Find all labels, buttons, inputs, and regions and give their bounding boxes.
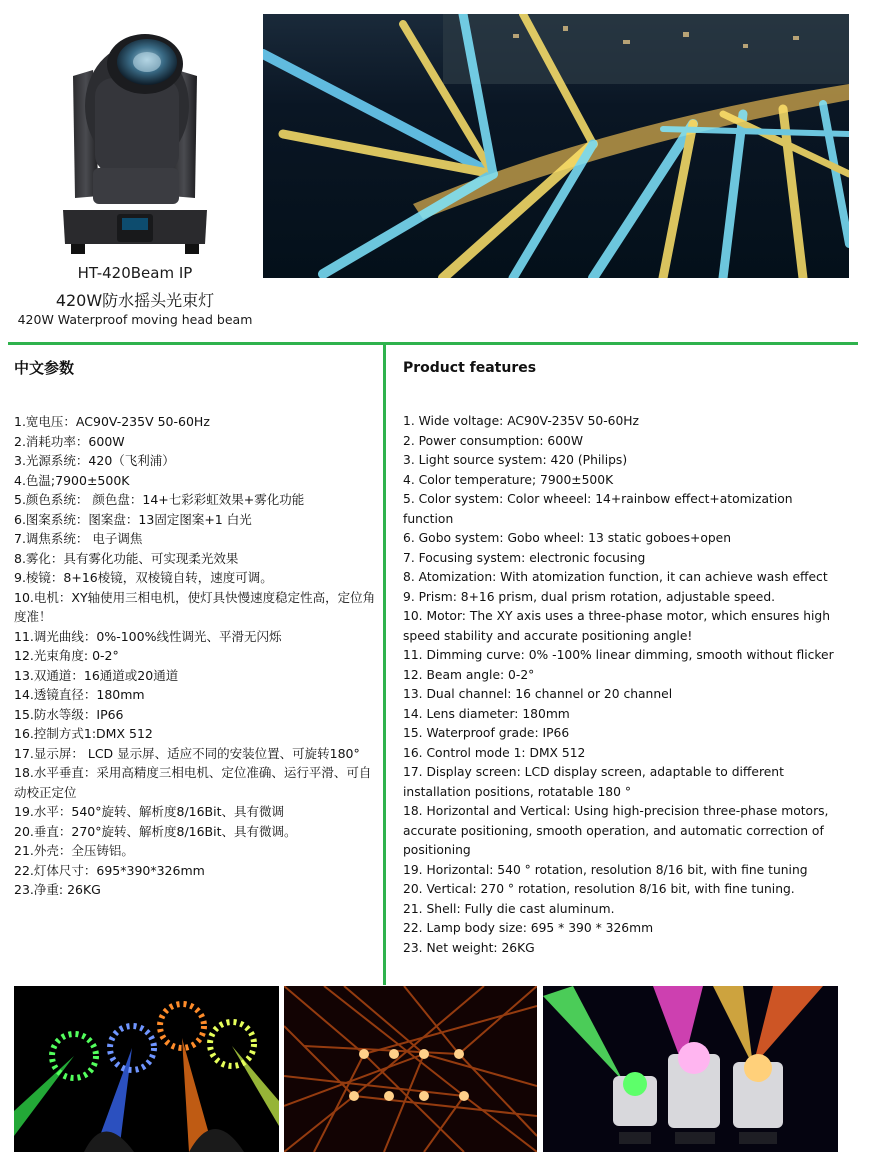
spec-cn-item: 15.防水等级：IP66 (14, 706, 124, 722)
spec-en-item: 18. Horizontal and Vertical: Using high-precision three-phase motors, accurate positioning, smooth operation, and automatic correction of positioning (403, 804, 829, 857)
spec-cn-item: 14.透镜直径：180mm (14, 687, 145, 702)
spec-en-item: 13. Dual channel: 16 channel or 20 channel (403, 687, 673, 701)
spec-cn-item: 9.棱镜：8+16棱镜，双棱镜自转，速度可调。 (14, 570, 273, 585)
spec-cn-item: 19.水平：540°旋转、解析度8/16Bit、具有微调 (14, 804, 285, 819)
spec-en-item: 9. Prism: 8+16 prism, dual prism rotation, adjustable speed. (403, 589, 776, 604)
spec-en-item: 19. Horizontal: 540 ° rotation, resolution 8/16 bit, with fine tuning (403, 862, 808, 877)
spec-cn-item: 20.垂直：270°旋转、解析度8/16Bit、具有微调。 (14, 823, 297, 839)
spec-cn-item: 8.雾化：具有雾化功能、可实现柔光效果 (14, 550, 239, 566)
spec-en-item: 15. Waterproof grade: IP66 (403, 726, 570, 740)
spec-cn-item: 21.外壳：全压铸铝。 (14, 843, 134, 858)
spec-cn-item: 11.调光曲线：0%-100%线性调光、平滑无闪烁 (14, 628, 282, 644)
spec-en-item: 5. Color system: Color wheeel: 14+rainbow effect+atomization function (403, 492, 793, 526)
spec-cn-item: 10.电机：XY轴使用三相电机，使灯具快慢速度稳定性高，定位角度准！ (14, 589, 376, 624)
top-divider (8, 342, 858, 345)
product-photo-moving-head (55, 18, 215, 256)
spec-cn-item: 2.消耗功率：600W (14, 433, 125, 449)
photo-led-ring-beams (14, 986, 279, 1152)
spec-cn-item: 4.色温;7900±500K (14, 472, 130, 488)
product-model: HT-420Beam IP (77, 264, 193, 282)
column-divider (383, 345, 386, 985)
spec-en-item: 22. Lamp body size: 695 * 390 * 326mm (403, 921, 654, 935)
spec-cn-item: 17.显示屏： LCD 显示屏、适应不同的安装位置、可旋转180° (14, 745, 360, 761)
spec-en-item: 7. Focusing system: electronic focusing (403, 550, 646, 565)
spec-en-item: 2. Power consumption: 600W (403, 433, 584, 448)
specs-en-column (403, 357, 843, 974)
spec-cn-item: 12.光束角度: 0-2° (14, 648, 119, 663)
spec-cn-item: 22.灯体尺寸：695*390*326mm (14, 862, 205, 878)
spec-cn-item: 13.双通道：16通道或20通道 (14, 667, 179, 683)
spec-cn-item: 1.宽电压：AC90V-235V 50-60Hz (14, 414, 210, 429)
bottom-strip (0, 1152, 870, 1160)
spec-en-item: 8. Atomization: With atomization function, it can achieve wash effect (403, 570, 828, 584)
spec-en-item: 1. Wide voltage: AC90V-235V 50-60Hz (403, 414, 640, 428)
spec-en-item: 20. Vertical: 270 ° rotation, resolution 8/16 bit, with fine tuning. (403, 882, 795, 896)
spec-en-item: 11. Dimming curve: 0% -100% linear dimming, smooth without flicker (403, 648, 834, 662)
spec-en-item: 21. Shell: Fully die cast aluminum. (403, 901, 615, 916)
product-name-cn: 420W防水摇头光束灯 (55, 291, 215, 310)
specs-en-heading: Product features (403, 360, 537, 376)
spec-cn-item: 6.图案系统：图案盘：13固定图案+1 白光 (14, 511, 252, 527)
spec-en-item: 4. Color temperature; 7900±500K (403, 472, 614, 487)
specs-cn-heading: 中文参数 (14, 359, 75, 377)
spec-en-item: 3. Light source system: 420 (Philips) (403, 453, 628, 467)
photo-three-beam-fixtures (543, 986, 838, 1152)
spec-cn-item: 3.光源系统：420（飞利浦） (14, 453, 175, 468)
spec-cn-item: 16.控制方式1:DMX 512 (14, 726, 153, 741)
specs-en-list (403, 412, 843, 958)
spec-en-item: 6. Gobo system: Gobo wheel: 13 static goboes+open (403, 531, 732, 545)
specs-cn-column (14, 357, 376, 916)
spec-en-item: 23. Net weight: 26KG (403, 940, 535, 955)
spec-cn-item: 5.颜色系统： 颜色盘：14+七彩彩虹效果+雾化功能 (14, 492, 305, 507)
spec-cn-item: 23.净重: 26KG (14, 882, 101, 897)
spec-en-item: 14. Lens diameter: 180mm (403, 706, 570, 721)
photo-orange-star-beams (284, 986, 537, 1152)
spec-en-item: 17. Display screen: LCD display screen, adaptable to different installation positions, rotatable 180 ° (403, 765, 784, 799)
spec-cn-item: 7.调焦系统： 电子调焦 (14, 531, 143, 546)
specs-cn-list (14, 412, 376, 900)
hero-city-light-beams-photo (263, 14, 849, 278)
spec-en-item: 10. Motor: The XY axis uses a three-phase motor, which ensures high speed stability and accurate positioning angle! (403, 609, 830, 643)
spec-cn-item: 18.水平垂直：采用高精度三相电机、定位准确、运行平滑、可自动校正定位 (14, 765, 372, 800)
product-name-en: 420W Waterproof moving head beam (17, 312, 253, 327)
spec-en-item: 12. Beam angle: 0-2° (403, 667, 535, 682)
spec-en-item: 16. Control mode 1: DMX 512 (403, 745, 586, 760)
